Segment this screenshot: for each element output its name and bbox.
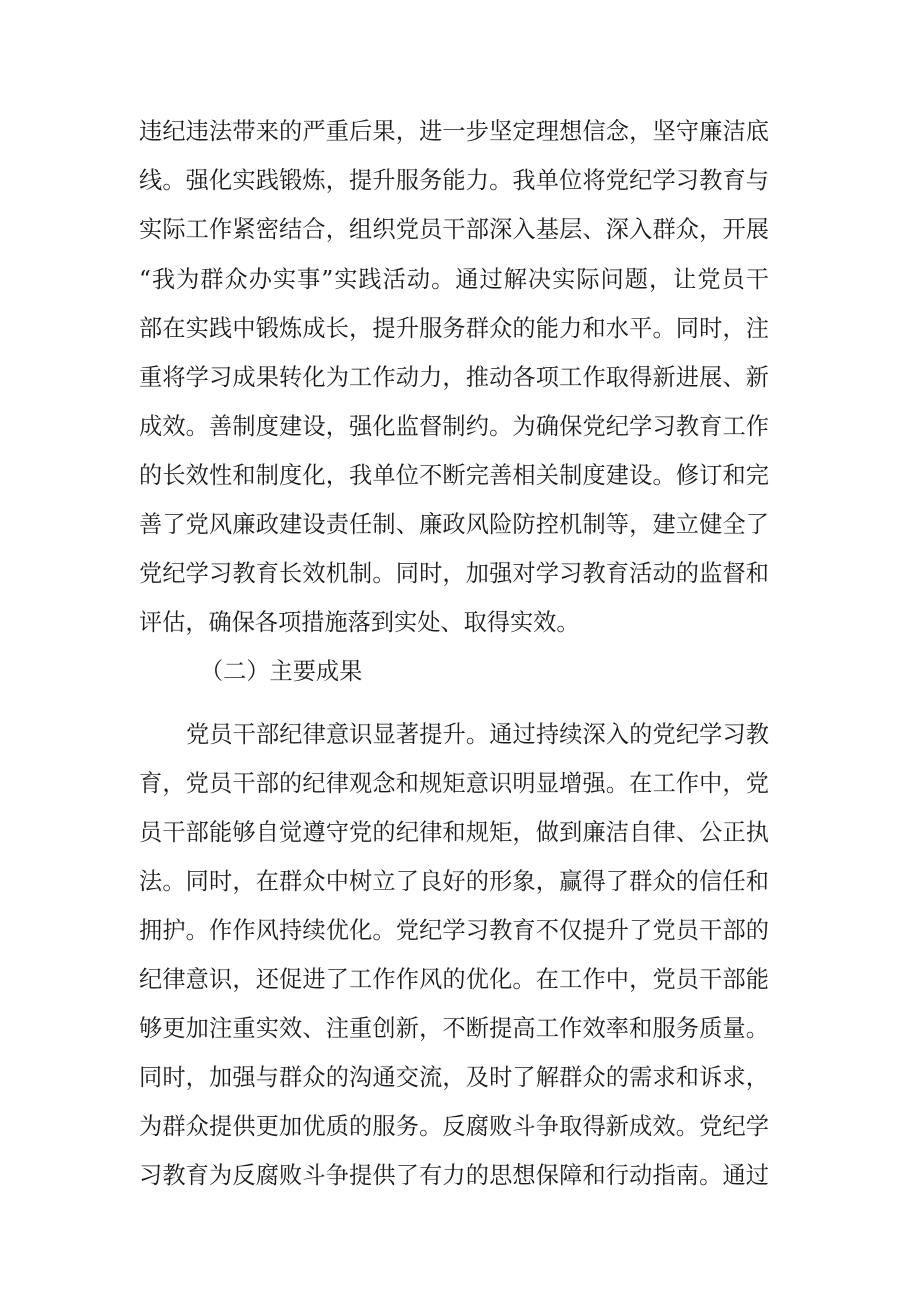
section-heading: （二）主要成果 [200,658,363,685]
paragraph-1-line-7: 成效。善制度建设，强化监督制约。为确保党纪学习教育工作 [139,413,769,440]
paragraph-1-line-1: 违纪违法带来的严重后果，进一步坚定理想信念，坚守廉洁底 [139,118,769,145]
paragraph-2-line-4: 法。同时，在群众中树立了良好的形象，赢得了群众的信任和 [139,868,769,895]
paragraph-1-line-5: 部在实践中锻炼成长，提升服务群众的能力和水平。同时，注 [139,315,769,342]
paragraph-2-line-6: 纪律意识，还促进了工作作风的优化。在工作中，党员干部能 [139,966,769,993]
paragraph-2-line-1: 党员干部纪律意识显著提升。通过持续深入的党纪学习教 [186,721,769,748]
paragraph-1-line-4: “我为群众办实事”实践活动。通过解决实际问题，让党员干 [139,266,769,293]
paragraph-2-line-3: 员干部能够自觉遵守党的纪律和规矩，做到廉洁自律、公正执 [139,819,769,846]
paragraph-1-line-11: 评估，确保各项措施落到实处、取得实效。 [139,609,580,636]
paragraph-1-line-6: 重将学习成果转化为工作动力，推动各项工作取得新进展、新 [139,364,769,391]
paragraph-2-line-2: 育，党员干部的纪律观念和规矩意识明显增强。在工作中，党 [139,770,769,797]
paragraph-2-line-5: 拥护。作作风持续优化。党纪学习教育不仅提升了党员干部的 [139,917,769,944]
paragraph-1-line-10: 党纪学习教育长效机制。同时，加强对学习教育活动的监督和 [139,560,769,587]
paragraph-1-line-8: 的长效性和制度化，我单位不断完善相关制度建设。修订和完 [139,462,769,489]
paragraph-1-line-9: 善了党风廉政建设责任制、廉政风险防控机制等，建立健全了 [139,511,769,538]
paragraph-2-line-8: 同时，加强与群众的沟通交流，及时了解群众的需求和诉求， [139,1064,769,1091]
paragraph-2-line-7: 够更加注重实效、注重创新，不断提高工作效率和服务质量。 [139,1015,769,1042]
paragraph-1-line-2: 线。强化实践锻炼，提升服务能力。我单位将党纪学习教育与 [139,167,769,194]
paragraph-2-line-10: 习教育为反腐败斗争提供了有力的思想保障和行动指南。通过 [139,1162,769,1189]
paragraph-2-line-9: 为群众提供更加优质的服务。反腐败斗争取得新成效。党纪学 [139,1113,769,1140]
paragraph-1-line-3: 实际工作紧密结合，组织党员干部深入基层、深入群众，开展 [139,216,769,243]
